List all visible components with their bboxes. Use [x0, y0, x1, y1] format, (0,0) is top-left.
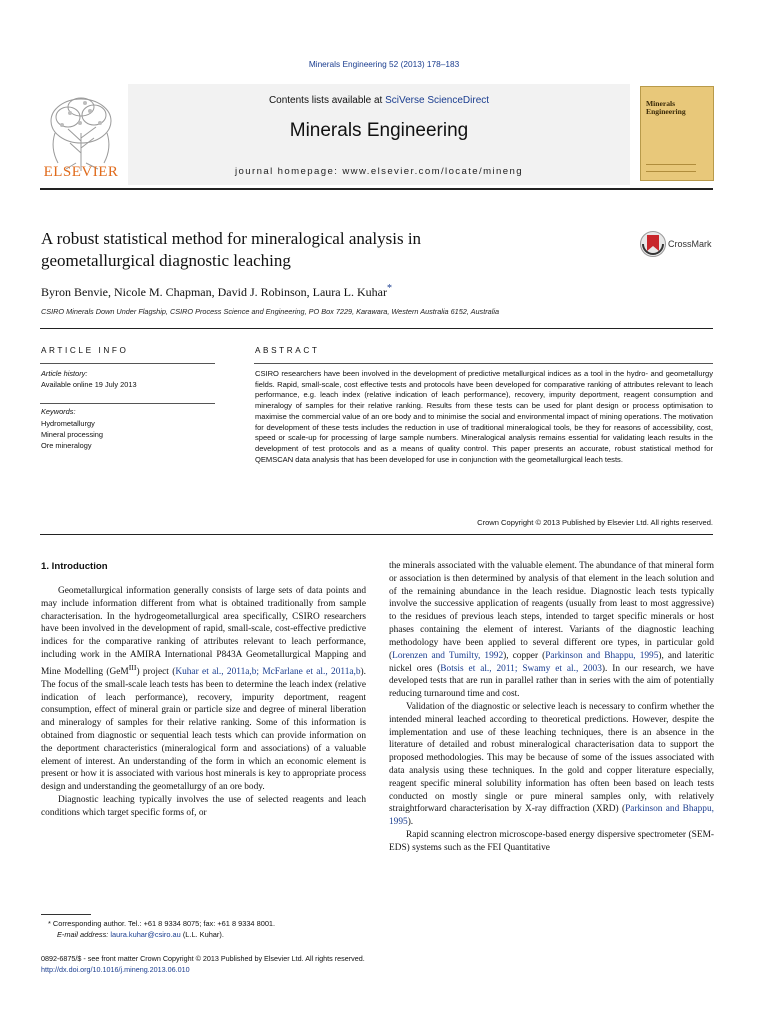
paragraph — [389, 560, 714, 701]
text-run: ). — [407, 817, 414, 828]
paragraph — [389, 701, 714, 829]
abstract-copyright: Crown Copyright © 2013 Published by Elsevier Ltd. All rights reserved. — [477, 518, 713, 527]
publisher-wordmark: ELSEVIER — [43, 164, 119, 180]
text-run: ) project ( — [136, 666, 176, 677]
footnote-divider — [41, 914, 91, 915]
contents-prefix: Contents lists available at — [268, 95, 386, 106]
article-history-label: Article history: — [41, 369, 88, 378]
header-divider — [40, 188, 713, 190]
author-list — [41, 283, 392, 300]
body-column-right — [389, 560, 714, 855]
email-link[interactable]: laura.kuhar@csiro.au — [110, 930, 181, 939]
keywords-divider — [40, 403, 215, 404]
sciencedirect-link[interactable]: SciVerse ScienceDirect — [385, 95, 490, 106]
section-heading-introduction: 1. Introduction — [41, 561, 108, 572]
journal-reference-link[interactable]: Minerals Engineering 52 (2013) 178–183 — [308, 59, 460, 69]
paragraph: Diagnostic leaching typically involves the use of selected reagents and leach conditions which target specific forms of, or — [41, 795, 366, 818]
journal-cover-thumbnail[interactable] — [640, 86, 714, 181]
abstract-divider — [254, 363, 713, 364]
text-run: Validation of the diagnostic or selective leach is necessary to confirm whether the intended mineral leached according to theoretical predictions. However, despite the implementation and use of these leaching techniques, there is an absence in the literature of detailed and robust mineralogical characterisation data to support the proposed methodologies. This may be because of some of the issues associated with data analysis using these techniques. In the gold and copper literature especially, reagent specific mineral solubility information has often been based on leach tests conducted on mostly single or pure mineral samples only, with relatively straightforward characterisation by X-ray diffraction (XRD) ( — [389, 701, 714, 815]
paragraph: Rapid scanning electron microscope-based energy dispersive spectrometer (SEM-EDS) systems such as the FEI Quantitative — [389, 830, 714, 853]
crossmark-icon — [640, 230, 666, 258]
text-run: Geometallurgical information generally consists of large sets of data points and may include information different from what is obtained traditionally from sample characterisation. In the hydrogeometallurgical area specifically, CSIRO researchers have been involved in the development of rapid, small-scale, cost-effective predictive indices for the comparative ranking of attributes relevant to leach performance, including work in the AMIRA International P843A Geometallurgical Mapping and Mine Modelling (GeM — [41, 586, 366, 677]
corresponding-author-footnote: * Corresponding author. Tel.: +61 8 9334 8075; fax: +61 8 9334 8001. — [48, 919, 276, 928]
author-affiliation: CSIRO Minerals Down Under Flagship, CSIRO Process Science and Engineering, PO Box 7229, Karawara, Western Australia 6152, Australia — [41, 307, 500, 316]
citation-link[interactable]: Parkinson and Bhappu, 1995 — [389, 804, 714, 828]
citation-link[interactable]: Kuhar et al., 2011a,b; McFarlane et al., 2011a,b — [175, 666, 361, 677]
cover-decoration — [646, 164, 696, 172]
abstract-heading: ABSTRACT — [255, 346, 320, 355]
abstract-bottom-divider — [40, 534, 713, 535]
email-suffix: (L.L. Kuhar). — [180, 930, 224, 939]
text-run: ). The focus of the small-scale leach tests has been to determine the leach index (relative indication of leach performance), recovery, impurity deportment, reagent consumption, effect of mineral grain or particle size and degree of mineral liberation and mineralogy of samples for their relative ranking. Some of this information is obtained from diagnostic or sequential leach tests which can provide information on the deportment characteristics (mineralogical form and associations) of a valuable element of interest. An understanding of the form in which an economic element is present or how it is associated with various host minerals is key to appropriate process design and understanding the geometallurgy of an ore body. — [41, 666, 366, 793]
title-divider — [40, 328, 713, 329]
keyword: Ore mineralogy — [41, 441, 92, 450]
article-history-value: Available online 19 July 2013 — [41, 380, 137, 389]
doi-link[interactable]: http://dx.doi.org/10.1016/j.mineng.2013.06.010 — [41, 965, 190, 974]
citation-link[interactable]: Botsis et al., 2011; Swamy et al., 2003 — [440, 663, 602, 674]
title-line-1: A robust statistical method for mineralogical analysis in — [41, 229, 422, 248]
abstract-text: CSIRO researchers have been involved in the development of predictive metallurgical indices as a tool in the hydro- and geometallurgy fields. Rapid, small-scale, cost effective tests and protocols have been developed for comparative ranking of attributes relevant to leach performance, e.g. leach index (relative indication of leach performance), recovery, impurity deportment, reagent consumption and mineralogy of samples for their relative ranking. Results from these tests can be used for plant design or process optimisation to maximise the commercial value of an ore body and to minimise the social and environmental impact of mining operations. The motivation for development of these tests includes the reduction in use of traditional mineralogical tools, be they for reasons of accessibility, cost, speed or scale-up for processing of large sample numbers. Mineralogical analysis remains essential for validating leach results in the development of test protocols and as a means of quality control. This paper presents an accurate, robust statistical method for QEMSCAN data analysis that has been developed for use in conjunction with the geometallurgical leach tests. — [255, 369, 713, 464]
text-run: ), and lateritic nickel ores ( — [389, 650, 714, 674]
cover-title: Minerals Engineering — [646, 99, 686, 116]
keyword: Hydrometallurgy — [41, 419, 95, 428]
citation-link[interactable]: Parkinson and Bhappu, 1995 — [545, 650, 659, 661]
text-run: ). In our research, we have developed tests that are run in parallel rather than in series with the aim of potentially reducing turnaround time and cost. — [389, 663, 714, 700]
text-run: ), copper ( — [503, 650, 546, 661]
email-label: E-mail address: — [57, 930, 109, 939]
contents-availability — [128, 95, 630, 106]
crossmark-label: CrossMark — [668, 239, 712, 249]
article-info-divider — [40, 363, 215, 364]
corresponding-author-mark[interactable]: * — [386, 283, 392, 294]
superscript: III — [128, 662, 137, 672]
journal-homepage-link[interactable]: journal homepage: www.elsevier.com/locate/mineng — [235, 166, 523, 177]
email-footnote — [57, 930, 224, 939]
title-line-2: geometallurgical diagnostic leaching — [41, 251, 291, 270]
keyword: Mineral processing — [41, 430, 104, 439]
paragraph — [41, 585, 366, 794]
authors-text: Byron Benvie, Nicole M. Chapman, David J. Robinson, Laura L. Kuhar — [41, 285, 387, 299]
citation-link[interactable]: Lorenzen and Tumilty, 1992 — [392, 650, 504, 661]
body-column-left — [41, 585, 366, 820]
text-run: the minerals associated with the valuable element. The abundance of that mineral form or association is then determined by analysis of that element in the leach solution and of the remaining abundance in the leach residue. Diagnostic leach tests typically involve the successive application of reagents (usually from least to most aggressive) to the residues of previous leach steps, intended to target specific minerals or host phases containing the element of interest. Variants of the diagnostic leaching methodology have been applied to several different ore types, in particular gold ( — [389, 561, 714, 661]
issn-line: 0892-6875/$ - see front matter Crown Copyright © 2013 Published by Elsevier Ltd. All rights reserved. — [41, 954, 365, 963]
journal-name: Minerals Engineering — [289, 120, 469, 141]
article-info-heading: ARTICLE INFO — [41, 346, 129, 355]
article-title — [41, 228, 601, 272]
crossmark-badge[interactable] — [640, 230, 730, 260]
keywords-label: Keywords: — [41, 407, 76, 416]
keyword-list — [41, 418, 103, 451]
